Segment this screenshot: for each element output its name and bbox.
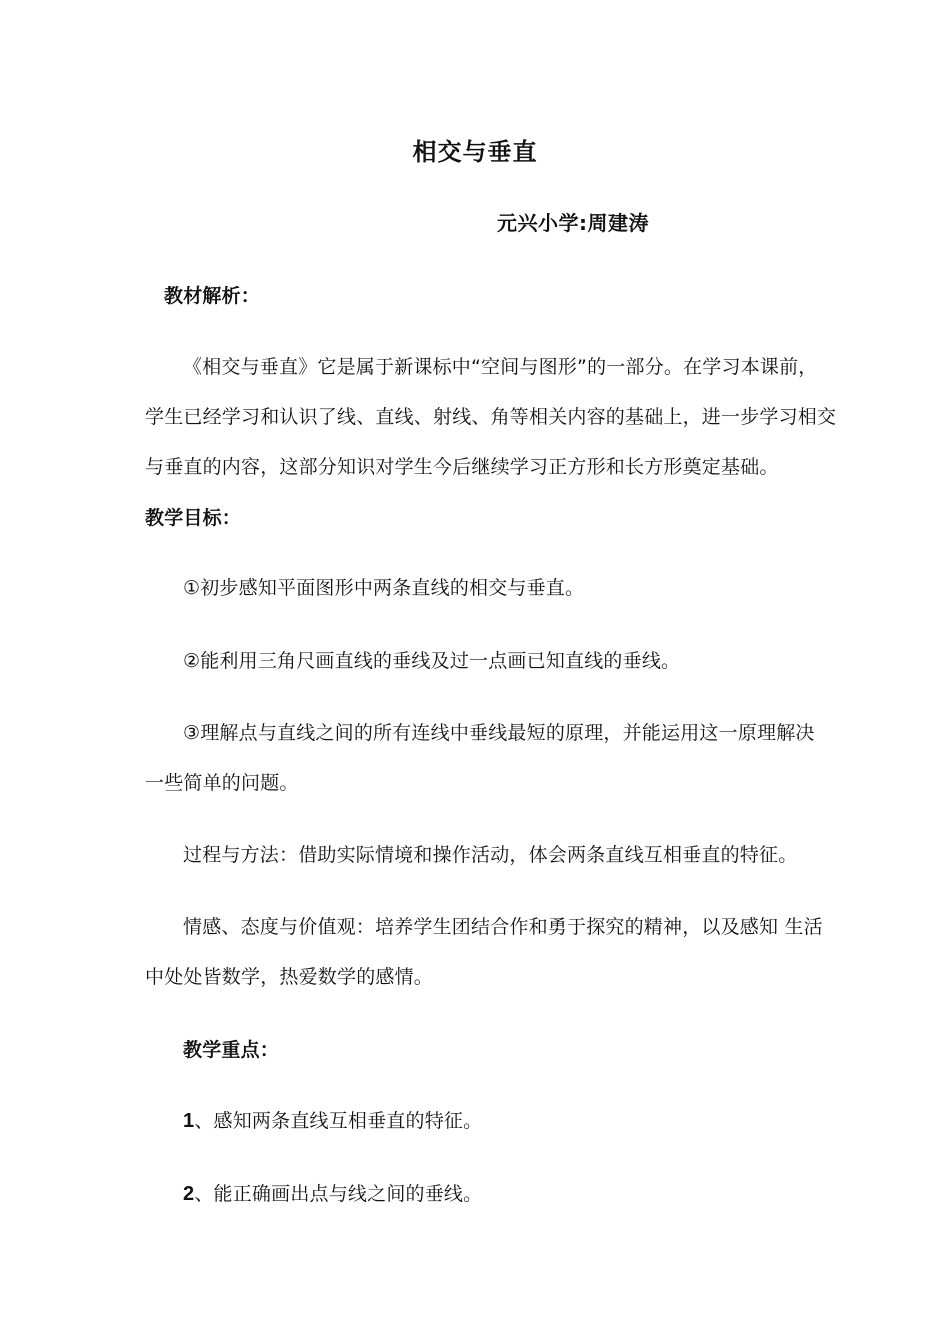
key-point-text-2: 、能正确画出点与线之间的垂线。 bbox=[194, 1183, 483, 1205]
goal-item-3-continued: 一些简单的问题。 bbox=[145, 772, 299, 794]
key-point-item-1 bbox=[183, 1109, 482, 1133]
analysis-heading: 教材解析： bbox=[164, 285, 261, 307]
key-point-item-2 bbox=[183, 1182, 482, 1206]
goal-item-1: ①初步感知平面图形中两条直线的相交与垂直。 bbox=[183, 577, 585, 599]
goals-heading: 教学目标： bbox=[145, 507, 242, 529]
key-points-heading: 教学重点： bbox=[183, 1039, 280, 1061]
goal-item-3: ③理解点与直线之间的所有连线中垂线最短的原理，并能运用这一原理解决 bbox=[183, 722, 815, 744]
document-title: 相交与垂直 bbox=[412, 138, 538, 166]
key-point-number-1: 1 bbox=[183, 1110, 195, 1132]
analysis-line-1: 《相交与垂直》它是属于新课标中“空间与图形”的一部分。在学习本课前， bbox=[183, 356, 818, 378]
key-point-number-2: 2 bbox=[183, 1183, 195, 1205]
process-method: 过程与方法：借助实际情境和操作活动，体会两条直线互相垂直的特征。 bbox=[183, 844, 798, 866]
key-point-text-1: 、感知两条直线互相垂直的特征。 bbox=[194, 1110, 483, 1132]
document-author: 元兴小学:周建涛 bbox=[497, 211, 649, 235]
attitude-line-1: 情感、态度与价值观：培养学生团结合作和勇于探究的精神，以及感知 生活 bbox=[183, 916, 823, 938]
analysis-line-2: 学生已经学习和认识了线、直线、射线、角等相关内容的基础上，进一步学习相交 bbox=[145, 406, 837, 428]
analysis-line-3: 与垂直的内容，这部分知识对学生今后继续学习正方形和长方形奠定基础。 bbox=[145, 456, 779, 478]
attitude-line-2: 中处处皆数学，热爱数学的感情。 bbox=[145, 966, 434, 988]
goal-item-2: ②能利用三角尺画直线的垂线及过一点画已知直线的垂线。 bbox=[183, 650, 681, 672]
